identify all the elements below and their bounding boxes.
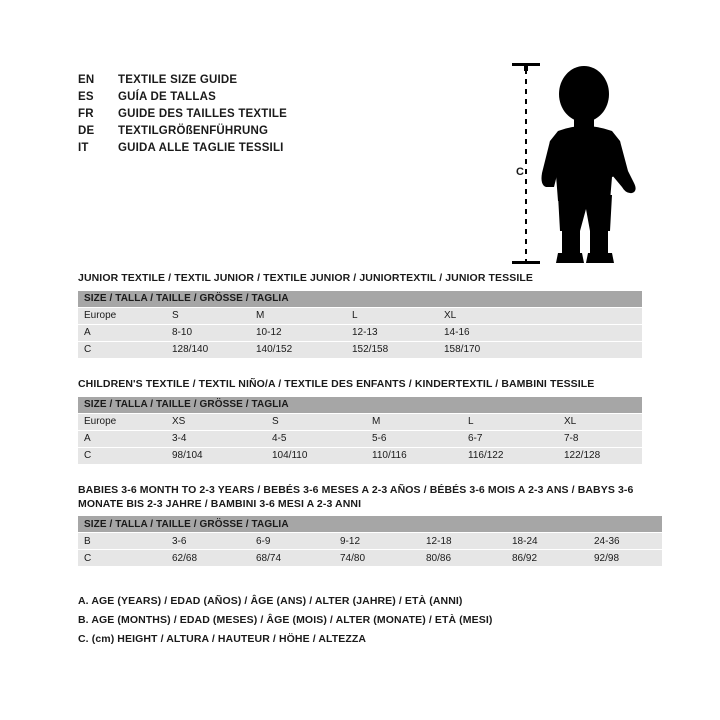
table-row	[78, 341, 642, 358]
size-cell: XL	[558, 413, 642, 430]
table-row	[78, 430, 642, 447]
row-label: B	[78, 533, 166, 550]
value-cell: 14-16	[438, 324, 642, 341]
value-cell: 3-4	[166, 430, 266, 447]
legend-line-a: A. AGE (YEARS) / EDAD (AÑOS) / ÂGE (ANS) / ALTER (JAHRE) / ETÀ (ANNI)	[78, 595, 463, 607]
value-cell: 8-10	[166, 324, 250, 341]
value-cell: 6-9	[250, 533, 334, 550]
language-row-es	[78, 91, 458, 108]
row-label: A	[78, 324, 166, 341]
value-cell: 128/140	[166, 341, 250, 358]
value-cell: 98/104	[166, 447, 266, 464]
language-text-it: GUIDA ALLE TAGLIE TESSILI	[118, 142, 284, 154]
language-row-fr	[78, 108, 458, 125]
value-cell: 74/80	[334, 550, 420, 567]
value-cell: 122/128	[558, 447, 642, 464]
value-cell: 12-18	[420, 533, 506, 550]
table-header-row	[78, 291, 642, 308]
value-cell: 140/152	[250, 341, 346, 358]
value-cell: 116/122	[462, 447, 558, 464]
legend-line-b: B. AGE (MONTHS) / EDAD (MESES) / ÂGE (MOIS) / ALTER (MONATE) / ETÀ (MESI)	[78, 614, 493, 626]
table-header-row	[78, 516, 662, 533]
section-title-junior: JUNIOR TEXTILE / TEXTIL JUNIOR / TEXTILE JUNIOR / JUNIORTEXTIL / JUNIOR TESSILE	[78, 272, 533, 284]
language-code-en: EN	[78, 74, 95, 86]
legend-line-c: C. (cm) HEIGHT / ALTURA / HAUTEUR / HÖHE / ALTEZZA	[78, 633, 367, 645]
language-row-it	[78, 142, 458, 159]
row-label: C	[78, 341, 166, 358]
table-header-row	[78, 397, 642, 414]
value-cell: 62/68	[166, 550, 250, 567]
value-cell: 5-6	[366, 430, 462, 447]
value-cell: 152/158	[346, 341, 438, 358]
legend-block	[78, 592, 642, 649]
value-cell: 6-7	[462, 430, 558, 447]
value-cell: 110/116	[366, 447, 462, 464]
table-row-sizes	[78, 307, 642, 324]
height-measure-label: C	[516, 166, 524, 178]
value-cell: 18-24	[506, 533, 588, 550]
value-cell: 104/110	[266, 447, 366, 464]
row-label: A	[78, 430, 166, 447]
value-cell: 80/86	[420, 550, 506, 567]
language-code-es: ES	[78, 91, 94, 103]
value-cell: 3-6	[166, 533, 250, 550]
value-cell: 12-13	[346, 324, 438, 341]
language-row-en	[78, 74, 458, 91]
value-cell: 68/74	[250, 550, 334, 567]
language-row-de	[78, 125, 458, 142]
table-row	[78, 533, 662, 550]
size-cell: S	[166, 307, 250, 324]
size-table-junior	[78, 291, 642, 359]
language-text-en: TEXTILE SIZE GUIDE	[118, 74, 238, 86]
table-row	[78, 550, 662, 567]
table-row	[78, 447, 642, 464]
size-header-label: SIZE / TALLA / TAILLE / GRÖSSE / TAGLIA	[78, 397, 642, 414]
language-text-de: TEXTILGRÖßENFÜHRUNG	[118, 125, 269, 137]
value-cell: 158/170	[438, 341, 642, 358]
language-code-fr: FR	[78, 108, 94, 120]
table-row-sizes	[78, 413, 642, 430]
size-cell: M	[250, 307, 346, 324]
language-code-de: DE	[78, 125, 95, 137]
size-cell: L	[462, 413, 558, 430]
language-text-es: GUÍA DE TALLAS	[118, 91, 216, 103]
value-cell: 10-12	[250, 324, 346, 341]
size-cell: XL	[438, 307, 642, 324]
size-table-babies	[78, 516, 662, 567]
row-label: C	[78, 447, 166, 464]
child-silhouette-figure	[500, 55, 680, 285]
child-silhouette-icon	[500, 55, 680, 285]
table-row	[78, 324, 642, 341]
row-label: C	[78, 550, 166, 567]
value-cell: 9-12	[334, 533, 420, 550]
size-header-label: SIZE / TALLA / TAILLE / GRÖSSE / TAGLIA	[78, 291, 642, 308]
section-title-babies: BABIES 3-6 MONTH TO 2-3 YEARS / BEBÉS 3-6 MESES A 2-3 AÑOS / BÉBÉS 3-6 MOIS A 2-3 ANS / BABYS 3-6 MONATE BIS 2-3 JAHRE / BAMBINI 3-6 MESI A 2-3 ANNI	[78, 484, 634, 510]
section-junior-textile	[78, 272, 642, 359]
language-header-block	[78, 74, 458, 159]
size-table-children	[78, 397, 642, 465]
region-label: Europe	[78, 413, 166, 430]
value-cell: 7-8	[558, 430, 642, 447]
language-text-fr: GUIDE DES TAILLES TEXTILE	[118, 108, 287, 120]
size-cell: L	[346, 307, 438, 324]
value-cell: 24-36	[588, 533, 662, 550]
section-babies-textile	[78, 484, 642, 567]
section-children-textile	[78, 378, 642, 465]
size-header-label: SIZE / TALLA / TAILLE / GRÖSSE / TAGLIA	[78, 516, 662, 533]
size-cell: S	[266, 413, 366, 430]
language-code-it: IT	[78, 142, 89, 154]
size-cell: XS	[166, 413, 266, 430]
value-cell: 86/92	[506, 550, 588, 567]
value-cell: 4-5	[266, 430, 366, 447]
value-cell: 92/98	[588, 550, 662, 567]
region-label: Europe	[78, 307, 166, 324]
size-cell: M	[366, 413, 462, 430]
section-title-children: CHILDREN'S TEXTILE / TEXTIL NIÑO/A / TEXTILE DES ENFANTS / KINDERTEXTIL / BAMBINI TESSILE	[78, 378, 595, 390]
